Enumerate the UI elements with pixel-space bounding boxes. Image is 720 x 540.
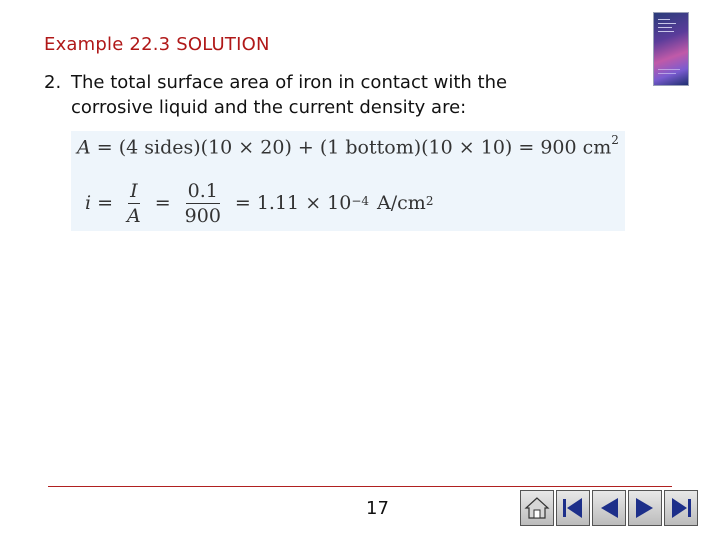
fraction-values <box>183 180 223 227</box>
footer-divider <box>48 486 672 487</box>
fraction-numerator: 0.1 <box>187 179 218 202</box>
navigation-bar <box>520 490 698 526</box>
unit-exponent: 2 <box>425 194 434 208</box>
next-icon <box>632 495 658 521</box>
slide-title: Example 22.3 SOLUTION <box>44 34 270 55</box>
list-item-text-line1: The total surface area of iron in contact with the <box>71 72 508 93</box>
current-density-unit: A/cm <box>377 192 426 214</box>
book-cover-thumbnail <box>654 13 688 85</box>
home-icon <box>524 495 550 521</box>
last-page-icon <box>668 495 694 521</box>
equation-panel <box>71 131 625 231</box>
slide-body <box>44 70 604 120</box>
fraction-numerator: I <box>130 179 138 202</box>
home-button[interactable] <box>520 490 554 526</box>
current-density-symbol: i <box>85 192 92 214</box>
fraction-current-over-area <box>125 180 143 227</box>
last-page-button[interactable] <box>664 490 698 526</box>
area-symbol: A <box>77 136 91 159</box>
current-density-value: 1.11 × 10 <box>256 192 352 214</box>
area-expression: = (4 sides)(10 × 20) + (1 bottom)(10 × 10) = 900 cm <box>96 136 612 159</box>
previous-button[interactable] <box>592 490 626 526</box>
first-page-button[interactable] <box>556 490 590 526</box>
area-unit-exponent: 2 <box>611 133 619 147</box>
page-number: 17 <box>366 498 389 519</box>
first-page-icon <box>560 495 586 521</box>
list-item-text-line2: corrosive liquid and the current density are: <box>71 97 467 118</box>
previous-icon <box>596 495 622 521</box>
fraction-denominator: A <box>127 204 141 227</box>
current-density-equation: i = $\frac{I}{A}$ = $\frac{0.1}{900}$ = 1.11 × 10 $^{-4}$ A/cm $^2$ <box>85 179 434 227</box>
next-button[interactable] <box>628 490 662 526</box>
area-equation <box>77 135 619 158</box>
list-item <box>44 70 604 95</box>
value-exponent: −4 <box>351 194 370 208</box>
fraction-denominator: 900 <box>184 204 221 227</box>
list-item-number: 2. <box>44 72 62 93</box>
